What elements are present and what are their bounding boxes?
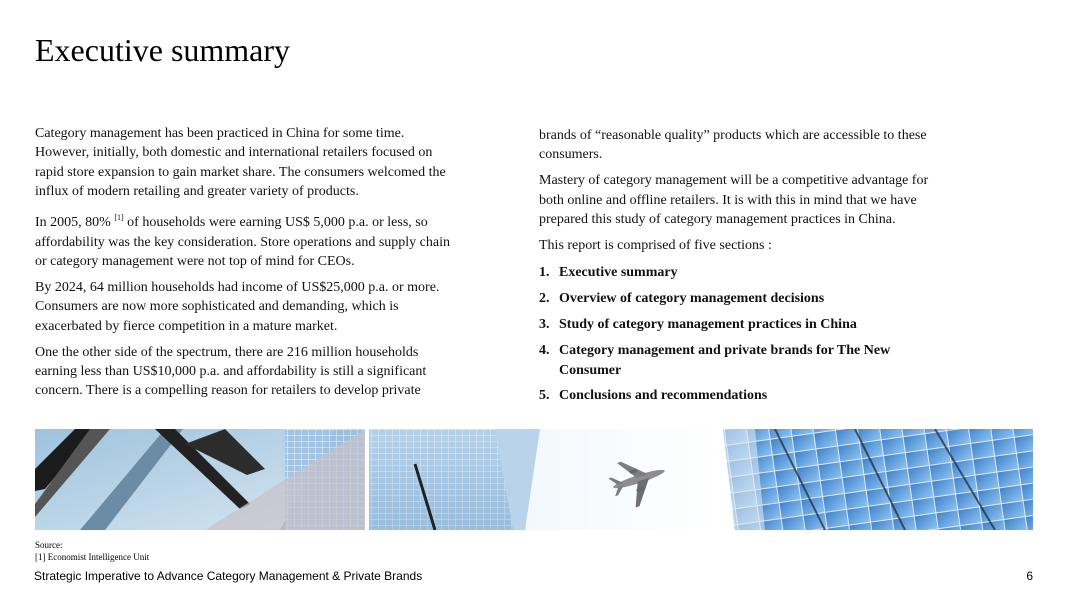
section-label: Study of category management practices in China	[559, 317, 857, 333]
paragraph-brands: brands of “reasonable quality” products which are accessible to these consumers.	[539, 128, 927, 163]
skyline-banner-image	[35, 429, 1033, 530]
paragraph-2005-rest: of households were earning US$ 5,000 p.a. or less, so affordability was the key consideration. Store operations and supply chain or category management were not top of mind for CEOs.	[35, 215, 450, 269]
section-number: 1.	[539, 265, 550, 281]
source-reference: [1] Economist Intelligence Unit	[35, 552, 150, 562]
section-item	[539, 289, 949, 308]
source-heading: Source:	[35, 540, 63, 550]
paragraph-2005-lead: In 2005, 80%	[35, 215, 115, 231]
section-number: 5.	[539, 388, 550, 404]
source-note	[35, 539, 149, 563]
section-label: Category management and private brands for The New Consumer	[559, 343, 891, 378]
paragraph-sections-intro: This report is comprised of five sections :	[539, 238, 772, 254]
section-label: Conclusions and recommendations	[559, 388, 768, 404]
section-item	[539, 315, 949, 334]
section-item	[539, 341, 949, 380]
right-column	[539, 126, 949, 412]
section-item	[539, 263, 949, 282]
section-number: 2.	[539, 291, 550, 307]
section-label: Overview of category management decisions	[559, 291, 825, 307]
section-number: 4.	[539, 343, 550, 359]
paragraph-2005	[35, 208, 450, 271]
footnote-ref: [1]	[114, 213, 124, 223]
page-number: 6	[1026, 569, 1033, 583]
section-list	[539, 263, 949, 405]
paragraph-spectrum: One the other side of the spectrum, there are 216 million households earning less than US$10,000 p.a. and affordability is still a significant concern. There is a compelling reason for retailers to develop private	[35, 344, 427, 399]
paragraph-history: Category management has been practiced in China for some time. However, initially, both domestic and international retailers focused on rapid store expansion to gain market share. The consumers welcomed the influx of modern retailing and greater variety of products.	[35, 126, 446, 200]
left-column	[35, 124, 450, 407]
page-title: Executive summary	[35, 32, 291, 68]
footer-title: Strategic Imperative to Advance Category Management & Private Brands	[34, 569, 423, 583]
section-item	[539, 386, 949, 405]
section-number: 3.	[539, 317, 550, 333]
section-label: Executive summary	[559, 265, 678, 281]
paragraph-2024: By 2024, 64 million households had income of US$25,000 p.a. or more. Consumers are now more sophisticated and demanding, which is exacerbated by fierce competition in a mature market.	[35, 279, 440, 334]
paragraph-mastery: Mastery of category management will be a competitive advantage for both online and offline retailers. It is with this in mind that we have prepared this study of category management practices in China.	[539, 173, 929, 228]
